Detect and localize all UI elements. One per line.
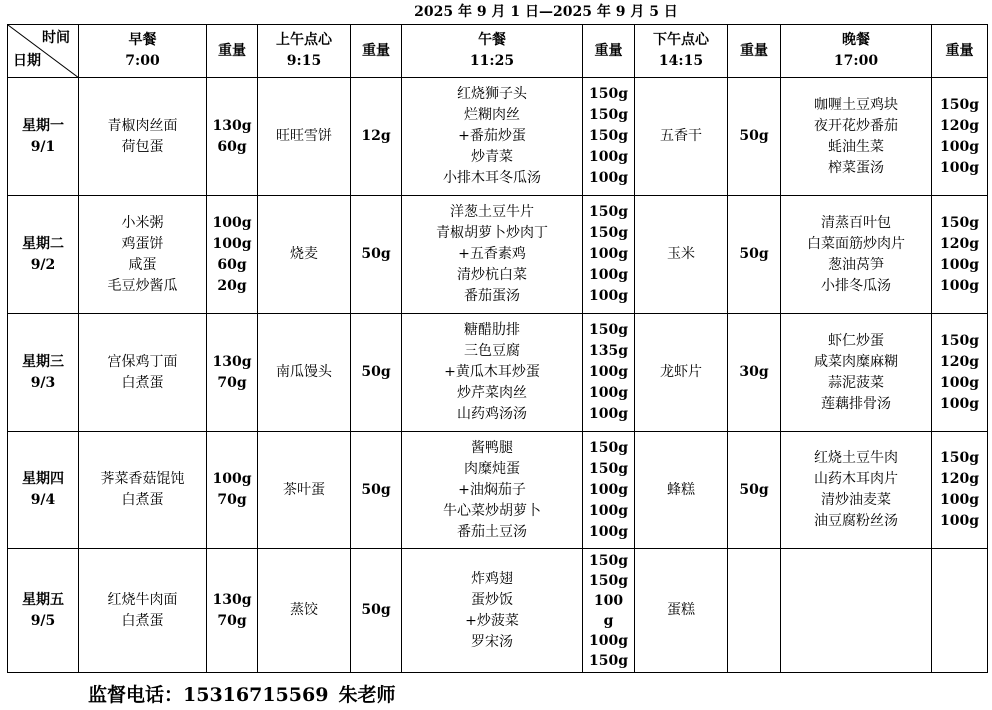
date-label: 9/2 [30, 256, 56, 273]
pm-snack-weight-cell: 30g [728, 314, 781, 432]
dinner-weight-cell-line: 150g [939, 96, 979, 113]
day-date-cell [8, 78, 79, 196]
breakfast-cell-line: 青椒肉丝面 [107, 117, 178, 134]
supervision-footer [88, 683, 405, 707]
dinner-cell-line: 红烧土豆牛肉 [814, 450, 898, 466]
pm-snack-cell: 蛋糕 [635, 549, 728, 673]
lunch-weight-cell-line: 100g [588, 149, 628, 165]
lunch-weight-cell [583, 196, 635, 314]
breakfast-weight-cell-line: 70g [217, 492, 247, 508]
breakfast-weight-cell-line: 100g [212, 235, 252, 252]
dinner-weight-cell-line: 100g [939, 492, 979, 508]
weekly-menu-table [7, 24, 988, 673]
breakfast-weight-cell-line: 20g [217, 277, 247, 294]
lunch-cell [402, 78, 583, 196]
breakfast-cell-line: 红烧牛肉面 [107, 591, 178, 608]
dinner-cell [781, 432, 932, 549]
dinner-cell-line: 咖喱土豆鸡块 [814, 96, 898, 113]
am-snack-cell: 蒸饺 [258, 549, 351, 673]
lunch-weight-cell-line: g [603, 612, 614, 629]
breakfast-weight-cell-line: 70g [217, 612, 247, 629]
lunch-weight-cell-line: 150g [588, 107, 628, 123]
lunch-weight-cell-line: 100g [588, 523, 628, 540]
pm-snack-cell: 玉米 [635, 196, 728, 314]
lunch-header: 午餐 11:25 [402, 25, 583, 78]
breakfast-weight-cell-line: 130g [212, 353, 252, 370]
lunch-weight-cell-line: 150g [588, 225, 628, 241]
breakfast-weight-cell [207, 314, 258, 432]
lunch-weight-cell-line: 150g [588, 86, 628, 102]
lunch-cell-line: 炸鸡翅 [471, 570, 513, 587]
lunch-weight-cell-line: 150g [588, 460, 628, 477]
am-snack-cell: 南瓜馒头 [258, 314, 351, 432]
lunch-weight-cell-line: 100g [588, 288, 628, 304]
day-row [8, 196, 988, 314]
dinner-weight-cell-line: 100g [939, 159, 979, 176]
day-row [8, 314, 988, 432]
lunch-weight-cell-line: 150g [588, 128, 628, 144]
am-snack-weight-cell: 50g [351, 549, 402, 673]
pm-snack-weight-cell: 50g [728, 432, 781, 549]
lunch-cell-line: 烂糊肉丝 [464, 107, 520, 123]
lunch-weight-cell-line: 100g [588, 406, 628, 422]
breakfast-weight-cell-line: 100g [212, 214, 252, 231]
lunch-weight-cell [583, 549, 635, 673]
weekday-label: 星期二 [22, 235, 64, 252]
breakfast-header: 早餐 7:00 [79, 25, 207, 78]
pm-snack-header: 下午点心 14:15 [635, 25, 728, 78]
lunch-cell-line: 炒青菜 [471, 149, 513, 165]
dinner-cell-line: 油豆腐粉丝汤 [814, 513, 898, 529]
date-label: 9/1 [30, 138, 56, 155]
lunch-weight-cell-line: 150g [588, 572, 628, 589]
breakfast-cell-line: 小米粥 [121, 214, 164, 231]
lunch-weight-cell-line: 100g [588, 632, 628, 649]
breakfast-cell-line: 荷包蛋 [121, 138, 164, 155]
lunch-cell-line: 三色豆腐 [464, 343, 520, 359]
lunch-cell-line: 罗宋汤 [471, 633, 513, 650]
dinner-weight-cell-line: 120g [939, 117, 979, 134]
pm-snack-weight-cell: 50g [728, 78, 781, 196]
am-snack-weight-header: 重量 [351, 25, 402, 78]
dinner-cell-line: 榨菜蛋汤 [828, 159, 884, 176]
lunch-weight-cell-line: 100g [588, 481, 628, 498]
lunch-weight-cell-line: 150g [588, 322, 628, 338]
dinner-cell-line: 虾仁炒蛋 [828, 332, 884, 349]
breakfast-weight-cell [207, 549, 258, 673]
breakfast-weight-cell-line: 70g [217, 374, 247, 391]
day-date-cell [8, 549, 79, 673]
supervision-phone: 监督电话：15316715569 [88, 684, 329, 706]
dinner-weight-cell [932, 432, 988, 549]
dinner-weight-cell-line: 150g [939, 214, 979, 231]
lunch-cell-line: 炒芹菜肉丝 [457, 385, 527, 401]
lunch-weight-cell-line: 150g [588, 204, 628, 220]
dinner-weight-cell [932, 314, 988, 432]
breakfast-cell [79, 549, 207, 673]
dinner-cell [781, 314, 932, 432]
breakfast-cell [79, 78, 207, 196]
breakfast-cell-line: 荠菜香菇馄饨 [100, 471, 185, 487]
lunch-cell-line: 红烧狮子头 [457, 86, 527, 102]
dinner-cell-line: 莲藕排骨汤 [821, 395, 891, 412]
dinner-weight-cell-line: 100g [939, 395, 979, 412]
breakfast-cell-line: 白煮蛋 [121, 374, 164, 391]
breakfast-cell [79, 432, 207, 549]
lunch-cell-line: 小排木耳冬瓜汤 [443, 170, 541, 186]
lunch-cell-line: 蛋炒饭 [471, 591, 513, 608]
pm-snack-weight-cell [728, 549, 781, 673]
lunch-weight-cell-line: 150g [588, 552, 628, 569]
date-label: 9/3 [30, 374, 56, 391]
dinner-cell-line: 白菜面筋炒肉片 [807, 235, 905, 252]
time-date-corner-cell [8, 25, 79, 78]
time-label: 时间 [42, 30, 70, 46]
weekday-label: 星期三 [22, 353, 64, 370]
lunch-weight-cell-line: 100g [588, 246, 628, 262]
breakfast-weight-header: 重量 [207, 25, 258, 78]
dinner-weight-cell [932, 549, 988, 673]
lunch-cell-line: +油焖茄子 [458, 481, 526, 498]
day-row [8, 549, 988, 673]
dinner-weight-cell [932, 196, 988, 314]
dinner-cell-line: 葱油莴笋 [828, 256, 884, 273]
lunch-weight-cell-line: 100g [588, 267, 628, 283]
dinner-cell-line: 蚝油生菜 [828, 138, 884, 155]
lunch-weight-cell-line: 150g [588, 652, 628, 669]
dinner-weight-cell-line: 100g [939, 374, 979, 391]
lunch-weight-cell [583, 314, 635, 432]
am-snack-cell: 茶叶蛋 [258, 432, 351, 549]
dinner-cell-line: 清炒油麦菜 [821, 492, 891, 508]
day-date-cell [8, 314, 79, 432]
dinner-weight-cell-line: 100g [939, 256, 979, 273]
breakfast-weight-cell-line: 60g [217, 138, 247, 155]
lunch-cell [402, 196, 583, 314]
breakfast-weight-cell [207, 196, 258, 314]
lunch-cell-line: +番茄炒蛋 [458, 128, 526, 144]
breakfast-cell [79, 314, 207, 432]
pm-snack-cell: 五香干 [635, 78, 728, 196]
dinner-cell-line: 夜开花炒番茄 [814, 117, 898, 134]
lunch-weight-cell-line: 100g [588, 364, 628, 380]
date-label: 9/4 [30, 492, 56, 508]
lunch-cell-line: 糖醋肋排 [464, 322, 520, 338]
breakfast-cell-line: 白煮蛋 [121, 612, 164, 629]
day-date-cell [8, 196, 79, 314]
lunch-cell-line: 清炒杭白菜 [457, 267, 527, 283]
lunch-cell-line: +五香素鸡 [458, 246, 526, 262]
lunch-cell [402, 314, 583, 432]
dinner-weight-cell [932, 78, 988, 196]
dinner-cell-line: 蒜泥菠菜 [828, 374, 884, 391]
dinner-cell-line: 小排冬瓜汤 [821, 277, 891, 294]
lunch-weight-cell-line: 135g [588, 343, 628, 359]
lunch-cell-line: 青椒胡萝卜炒肉丁 [436, 225, 548, 241]
lunch-weight-cell [583, 78, 635, 196]
lunch-cell [402, 549, 583, 673]
breakfast-cell-line: 毛豆炒酱瓜 [107, 277, 178, 294]
dinner-weight-cell-line: 120g [939, 353, 979, 370]
am-snack-cell: 烧麦 [258, 196, 351, 314]
dinner-cell [781, 196, 932, 314]
breakfast-weight-cell-line: 130g [212, 591, 252, 608]
dinner-weight-cell-line: 150g [939, 450, 979, 466]
weekday-label: 星期五 [22, 591, 64, 608]
lunch-cell [402, 432, 583, 549]
day-row [8, 432, 988, 549]
header-row [8, 25, 988, 78]
lunch-cell-line: 酱鸭腿 [471, 439, 513, 456]
lunch-cell-line: +黄瓜木耳炒蛋 [444, 364, 540, 380]
lunch-weight-cell-line: 100g [588, 385, 628, 401]
dinner-cell-line: 山药木耳肉片 [814, 471, 898, 487]
dinner-weight-cell-line: 100g [939, 138, 979, 155]
am-snack-weight-cell: 50g [351, 196, 402, 314]
breakfast-cell [79, 196, 207, 314]
breakfast-weight-cell-line: 130g [212, 117, 252, 134]
weekday-label: 星期四 [22, 471, 64, 487]
lunch-cell-line: 洋葱土豆牛片 [450, 204, 534, 220]
pm-snack-cell: 蜂糕 [635, 432, 728, 549]
pm-snack-weight-header: 重量 [728, 25, 781, 78]
lunch-weight-cell-line: 100g [588, 502, 628, 519]
menu-date-range-title: 2025 年 9 月 1 日—2025 年 9 月 5 日 [414, 4, 678, 20]
lunch-cell-line: 牛心菜炒胡萝卜 [443, 502, 541, 519]
dinner-header: 晚餐 17:00 [781, 25, 932, 78]
lunch-weight-cell [583, 432, 635, 549]
dinner-cell-line: 清蒸百叶包 [821, 214, 891, 231]
breakfast-weight-cell-line: 60g [217, 256, 247, 273]
lunch-cell-line: 番茄土豆汤 [457, 523, 527, 540]
am-snack-weight-cell: 50g [351, 314, 402, 432]
breakfast-cell-line: 宫保鸡丁面 [107, 353, 178, 370]
dinner-cell [781, 78, 932, 196]
breakfast-weight-cell-line: 100g [212, 471, 252, 487]
breakfast-weight-cell [207, 432, 258, 549]
lunch-weight-header: 重量 [583, 25, 635, 78]
dinner-weight-header: 重量 [932, 25, 988, 78]
day-rows [8, 78, 988, 673]
lunch-weight-cell-line: 100g [588, 170, 628, 186]
supervisor-name: 朱老师 [338, 684, 396, 706]
breakfast-weight-cell [207, 78, 258, 196]
lunch-cell-line: 山药鸡汤汤 [457, 406, 527, 422]
dinner-weight-cell-line: 150g [939, 332, 979, 349]
lunch-weight-cell-line: 100 [593, 592, 624, 609]
breakfast-cell-line: 咸蛋 [128, 256, 157, 273]
am-snack-weight-cell: 50g [351, 432, 402, 549]
weekday-label: 星期一 [22, 117, 64, 134]
date-label: 9/5 [30, 612, 56, 629]
lunch-cell-line: 番茄蛋汤 [464, 288, 520, 304]
pm-snack-weight-cell: 50g [728, 196, 781, 314]
dinner-weight-cell-line: 120g [939, 471, 979, 487]
dinner-weight-cell-line: 100g [939, 277, 979, 294]
lunch-weight-cell-line: 150g [588, 439, 628, 456]
dinner-weight-cell-line: 100g [939, 513, 979, 529]
am-snack-header: 上午点心 9:15 [258, 25, 351, 78]
am-snack-weight-cell: 12g [351, 78, 402, 196]
dinner-weight-cell-line: 120g [939, 235, 979, 252]
breakfast-cell-line: 白煮蛋 [121, 492, 164, 508]
lunch-cell-line: +炒菠菜 [465, 612, 519, 629]
pm-snack-cell: 龙虾片 [635, 314, 728, 432]
am-snack-cell: 旺旺雪饼 [258, 78, 351, 196]
day-date-cell [8, 432, 79, 549]
breakfast-cell-line: 鸡蛋饼 [121, 235, 164, 252]
date-label: 日期 [13, 53, 41, 69]
dinner-cell-line: 咸菜肉糜麻糊 [814, 353, 898, 370]
dinner-cell [781, 549, 932, 673]
lunch-cell-line: 肉糜炖蛋 [464, 460, 520, 477]
day-row [8, 78, 988, 196]
